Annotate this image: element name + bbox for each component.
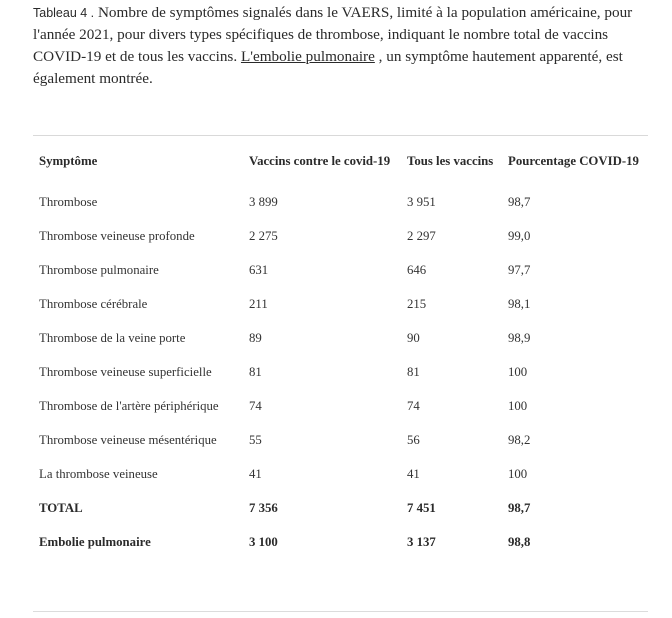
cell-covid: 89 [249,331,262,345]
cell-all: 215 [407,297,427,311]
cell-pct: 98,8 [508,535,531,549]
cell-pct: 100 [508,365,528,379]
cell-covid: 2 275 [249,229,278,243]
cell-symptom: Thrombose veineuse profonde [39,229,195,243]
table-row-embolie [33,525,648,566]
cell-symptom: Thrombose de l'artère périphérique [39,399,219,413]
header-covid-percentage: Pourcentage COVID-19 [508,154,639,168]
cell-all: 646 [407,263,427,277]
caption-label: Tableau 4 . [33,6,95,20]
table-row [33,423,648,457]
cell-all: 3 951 [407,195,436,209]
cell-covid: 41 [249,467,262,481]
cell-all: 7 451 [407,501,436,515]
cell-symptom: Embolie pulmonaire [39,535,151,549]
cell-covid: 55 [249,433,262,447]
cell-covid: 74 [249,399,262,413]
cell-covid: 631 [249,263,269,277]
header-covid-vaccines: Vaccins contre le covid-19 [249,154,391,168]
cell-covid: 3 899 [249,195,278,209]
cell-symptom: TOTAL [39,501,83,515]
cell-covid: 3 100 [249,535,278,549]
cell-pct: 100 [508,399,528,413]
cell-pct: 100 [508,467,528,481]
cell-symptom: Thrombose de la veine porte [39,331,186,345]
cell-pct: 98,2 [508,433,531,447]
table-caption [33,2,648,90]
table-row [33,185,648,219]
table-row [33,219,648,253]
table-bottom-rule [33,611,648,612]
cell-symptom: Thrombose veineuse superficielle [39,365,212,379]
symptom-table-container [33,135,648,566]
table-row [33,287,648,321]
cell-symptom: Thrombose veineuse mésentérique [39,433,217,447]
cell-symptom: Thrombose cérébrale [39,297,148,311]
cell-all: 74 [407,399,420,413]
cell-covid: 81 [249,365,262,379]
cell-covid: 211 [249,297,268,311]
table-header-row [33,136,648,185]
cell-pct: 97,7 [508,263,531,277]
cell-covid: 7 356 [249,501,278,515]
table-row [33,321,648,355]
cell-all: 2 297 [407,229,436,243]
cell-pct: 98,7 [508,195,531,209]
header-symptom: Symptôme [39,154,98,168]
cell-all: 90 [407,331,420,345]
cell-symptom: Thrombose pulmonaire [39,263,159,277]
caption-text: Nombre de symptômes signalés dans le VAERS, limité à la population américaine, pour l'année 2021, pour divers types spécifiques de thrombose, indiquant le nombre total de vaccins COVID-19 et de tous les vaccins. [33,4,633,65]
cell-symptom: Thrombose [39,195,98,209]
cell-pct: 98,1 [508,297,531,311]
cell-pct: 98,7 [508,501,531,515]
header-all-vaccines: Tous les vaccins [407,154,494,168]
table-row [33,355,648,389]
cell-all: 56 [407,433,420,447]
table-row [33,457,648,491]
cell-all: 3 137 [407,535,436,549]
cell-symptom: La thrombose veineuse [39,467,158,481]
table-row [33,253,648,287]
table-row [33,389,648,423]
embolie-pulmonaire-link[interactable]: L'embolie pulmonaire [240,48,375,65]
symptom-table [33,136,648,566]
cell-all: 81 [407,365,420,379]
cell-all: 41 [407,467,420,481]
table-row-total [33,491,648,525]
caption-text-end: , un symptôme hautement apparenté, est également montrée. [33,48,623,87]
cell-pct: 99,0 [508,229,531,243]
cell-pct: 98,9 [508,331,531,345]
